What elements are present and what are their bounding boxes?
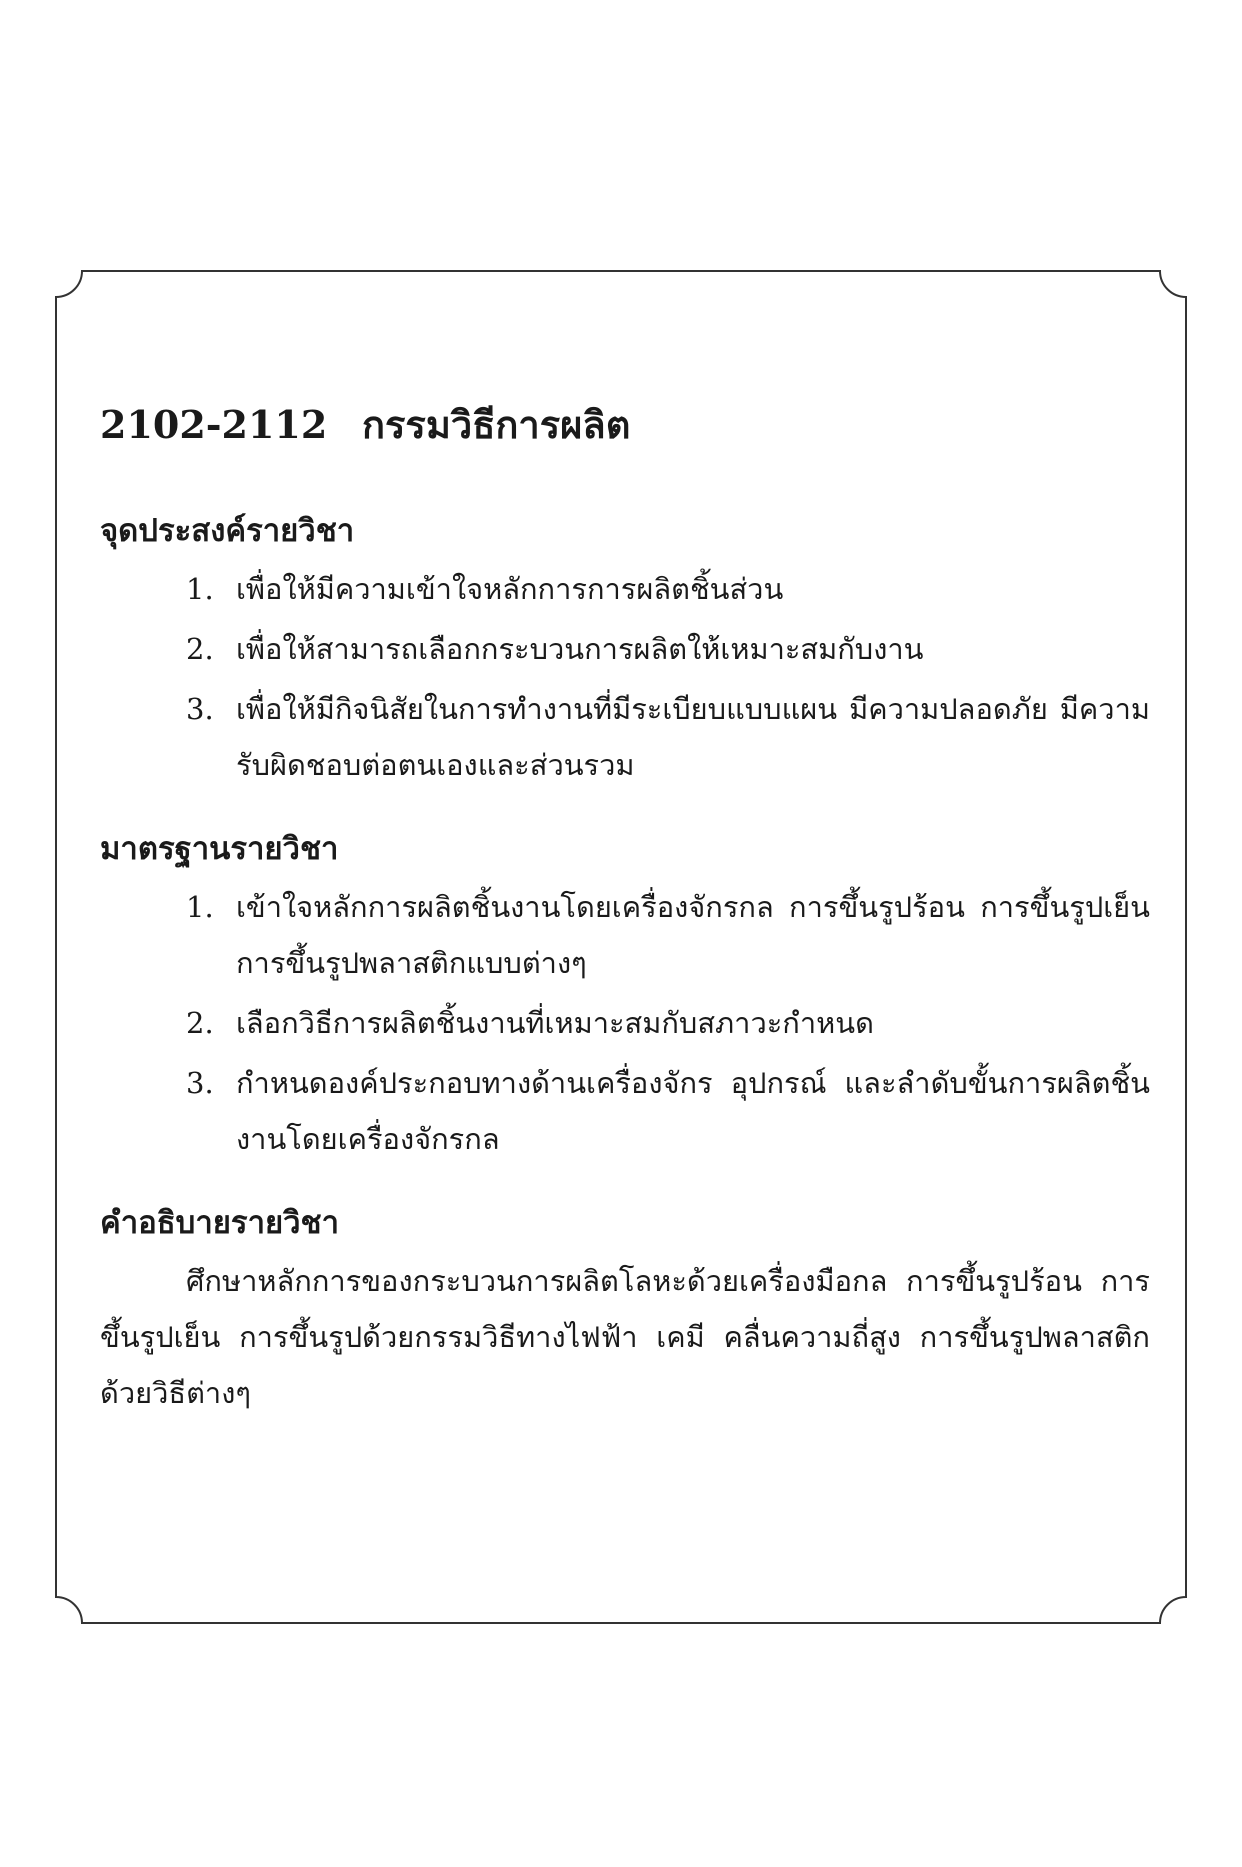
objective-item	[100, 621, 1150, 677]
objective-item	[100, 561, 1150, 617]
standards-section	[100, 821, 1150, 1167]
standard-number: 1.	[186, 890, 214, 924]
description-section	[100, 1195, 1150, 1421]
objective-number: 3.	[186, 692, 214, 726]
course-title: กรรมวิธีการผลิต	[362, 402, 631, 447]
course-syllabus	[100, 395, 1150, 1449]
objective-text: เพื่อให้มีกิจนิสัยในการทำงานที่มีระเบียบแบบแผน มีความปลอดภัย มีความรับผิดชอบต่อตนเองและส่วนรวม	[236, 692, 1150, 782]
standard-item	[100, 995, 1150, 1051]
standard-text: กำหนดองค์ประกอบทางด้านเครื่องจักร อุปกรณ์ และลำดับขั้นการผลิตชิ้นงานโดยเครื่องจักรกล	[236, 1066, 1150, 1156]
standard-text: เข้าใจหลักการผลิตชิ้นงานโดยเครื่องจักรกล การขึ้นรูปร้อน การขึ้นรูปเย็น การขึ้นรูปพลาสติกแบบต่างๆ	[236, 890, 1150, 980]
standard-text: เลือกวิธีการผลิตชิ้นงานที่เหมาะสมกับสภาวะกำหนด	[236, 1006, 874, 1040]
description-text: ศึกษาหลักการของกระบวนการผลิตโลหะด้วยเครื่องมือกล การขึ้นรูปร้อน การขึ้นรูปเย็น การขึ้นรูปด้วยกรรมวิธีทางไฟฟ้า เคมี คลื่นความถี่สูง การขึ้นรูปพลาสติกด้วยวิธีต่างๆ	[100, 1264, 1150, 1410]
objective-number: 1.	[186, 572, 214, 606]
standard-number: 3.	[186, 1066, 214, 1100]
objective-text: เพื่อให้สามารถเลือกกระบวนการผลิตให้เหมาะสมกับงาน	[236, 632, 924, 666]
objective-number: 2.	[186, 632, 214, 666]
standards-title: มาตรฐานรายวิชา	[100, 831, 339, 867]
objectives-title: จุดประสงค์รายวิชา	[100, 513, 355, 549]
objective-item	[100, 681, 1150, 793]
objective-text: เพื่อให้มีความเข้าใจหลักการการผลิตชิ้นส่วน	[236, 572, 784, 606]
course-heading	[100, 395, 1150, 455]
standard-item	[100, 879, 1150, 991]
standard-item	[100, 1055, 1150, 1167]
objectives-section	[100, 503, 1150, 793]
description-title: คำอธิบายรายวิชา	[100, 1205, 340, 1241]
standard-number: 2.	[186, 1006, 214, 1040]
course-code: 2102-2112	[100, 402, 328, 447]
